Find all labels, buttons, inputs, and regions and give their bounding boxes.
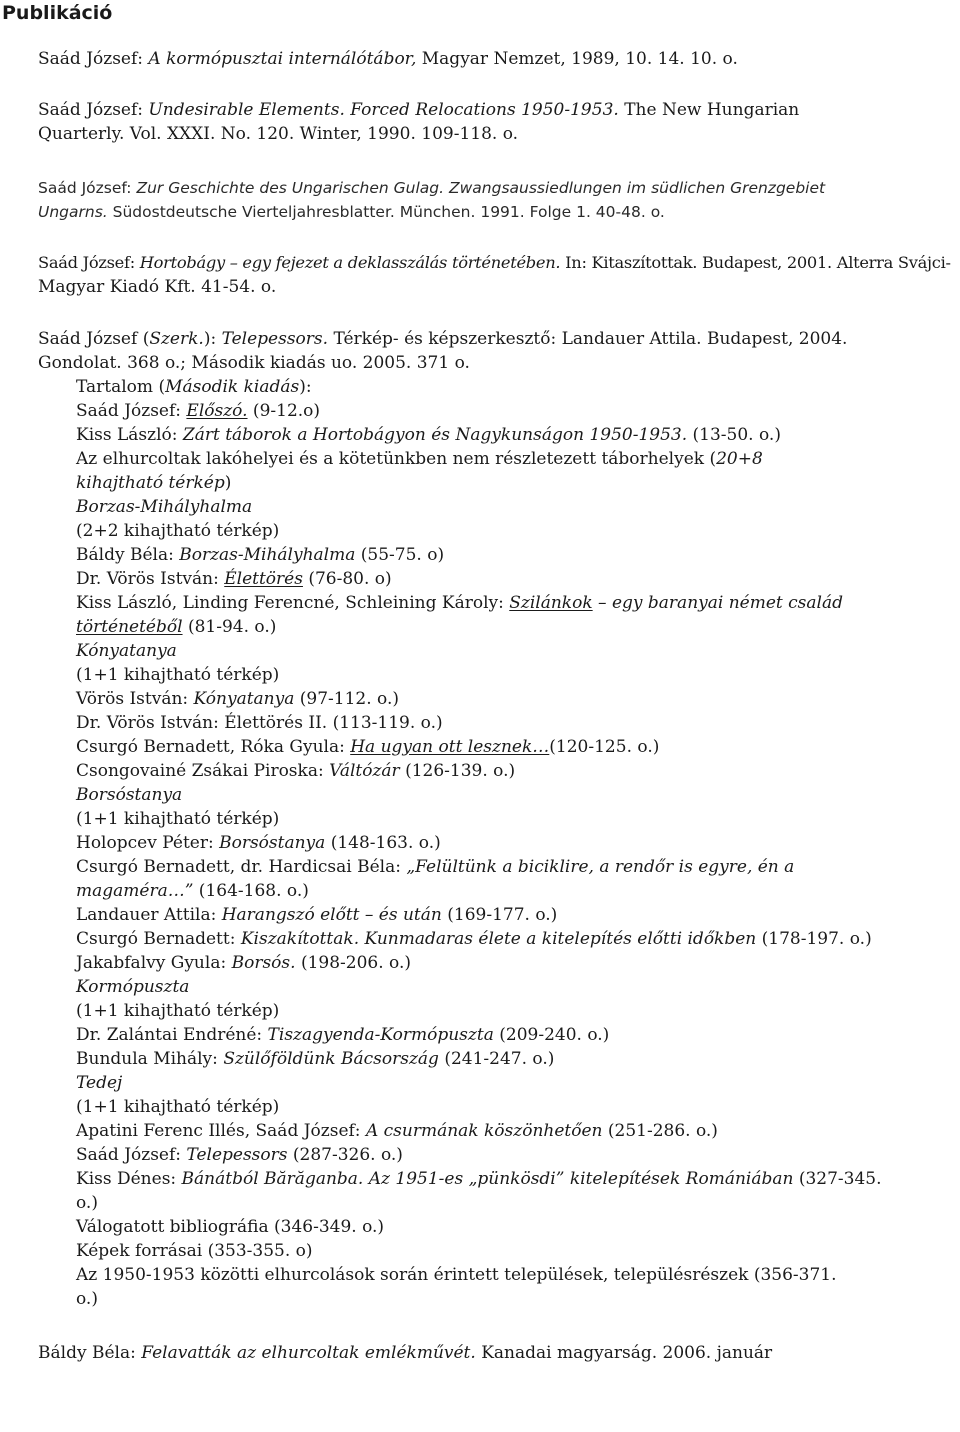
contents-entry-line <box>76 399 320 423</box>
publication-line <box>38 47 738 71</box>
contents-entry-line <box>76 1047 554 1071</box>
contents-entry-line <box>76 1143 403 1167</box>
text-run: (76-80. o) <box>302 569 392 589</box>
italic-title: Szülőföldünk Bácsország <box>223 1049 439 1069</box>
text-run: ): <box>203 329 222 349</box>
text-run: Landauer Attila: <box>76 905 222 925</box>
italic-title: kihajtható térkép <box>76 473 225 493</box>
italic-title: Zwangsaussiedlungen im südlichen Grenzgebiet <box>448 179 826 197</box>
text-run: (9-12.o) <box>247 401 321 421</box>
text-run: (178-197. o.) <box>756 929 872 949</box>
text-run: (55-75. o) <box>355 545 445 565</box>
text-run: (1+1 kihajtható térkép) <box>76 1001 280 1021</box>
underlined-title: Előszó. <box>186 401 248 421</box>
text-run: (1+1 kihajtható térkép) <box>76 1097 280 1117</box>
italic-title: Tedej <box>76 1073 123 1093</box>
contents-entry-line <box>76 519 279 543</box>
text-run: o.) <box>76 1193 98 1213</box>
publication-line <box>38 251 951 275</box>
italic-title: Második kiadás <box>165 377 300 397</box>
italic-title: Az 1951-es „pünkösdi” kitelepítések Romániában <box>368 1169 794 1189</box>
contents-entry-line <box>76 975 189 999</box>
text-run: Az 1950-1953 közötti elhurcolások során érintett települések, településrészek (356-371. <box>76 1265 837 1285</box>
italic-title: A kormópusztai internálótábor, <box>148 49 417 69</box>
text-run: o.) <box>76 1289 98 1309</box>
italic-title: Kunmadaras élete a kitelepítés előtti időkben <box>364 929 757 949</box>
text-run: ): <box>299 377 312 397</box>
text-run: Magyar Nemzet, 1989, 10. 14. 10. o. <box>416 49 738 69</box>
italic-title: Telepessors. <box>221 329 329 349</box>
contents-entry-line <box>76 639 177 663</box>
contents-entry-line <box>76 927 872 951</box>
contents-entry-line <box>76 447 763 471</box>
contents-entry-line <box>76 759 515 783</box>
text-run: Gondolat. 368 o.; Második kiadás uo. 2005. 371 o. <box>38 353 470 373</box>
italic-title: Borsóstanya <box>76 785 183 805</box>
italic-title: Harangszó előtt – és után <box>221 905 442 925</box>
contents-entry-line <box>76 615 276 639</box>
contents-entry-line <box>76 735 659 759</box>
italic-title: Zárt táborok a Hortobágyon és Nagykunságon 1950-1953. <box>182 425 688 445</box>
contents-entry-line <box>76 375 312 399</box>
italic-title: Hortobágy – egy fejezet a deklasszálás történetében. <box>139 253 561 272</box>
italic-title: Váltózár <box>329 761 400 781</box>
contents-entry-line <box>76 1071 122 1095</box>
text-run: Térkép- és képszerkesztő: Landauer Attila. Budapest, 2004. <box>328 329 848 349</box>
publication-line <box>38 1341 772 1365</box>
italic-title: – egy baranyai német család <box>592 593 843 613</box>
contents-entry-line <box>76 543 444 567</box>
text-run: Saád József: <box>38 179 137 197</box>
contents-entry-line <box>76 1023 609 1047</box>
italic-title: Ungarns. <box>38 203 108 221</box>
text-run: (1+1 kihajtható térkép) <box>76 665 280 685</box>
italic-title: Borzas-Mihályhalma <box>179 545 356 565</box>
text-run: (2+2 kihajtható térkép) <box>76 521 280 541</box>
text-run: (327-345. <box>793 1169 882 1189</box>
text-run: Báldy Béla: <box>38 1343 142 1363</box>
text-run: Saád József ( <box>38 329 150 349</box>
text-run: Tartalom ( <box>76 377 166 397</box>
contents-entry-line <box>76 711 443 735</box>
text-run: Csurgó Bernadett, Róka Gyula: <box>76 737 351 757</box>
italic-title: Kiszakítottak. <box>240 929 360 949</box>
text-run: (120-125. o.) <box>549 737 660 757</box>
text-run: Jakabfalvy Gyula: <box>76 953 232 973</box>
publication-line <box>38 200 665 224</box>
text-run: Kiss László: <box>76 425 183 445</box>
text-run: Saád József: <box>76 401 187 421</box>
italic-title: Zur Geschichte des Ungarischen Gulag. <box>136 179 445 197</box>
italic-title: Borsóstanya <box>219 833 326 853</box>
section-heading: Publikáció <box>2 2 113 24</box>
contents-entry-line <box>76 1095 279 1119</box>
text-run: (287-326. o.) <box>287 1145 403 1165</box>
text-run: Kiss László, Linding Ferencné, Schleining Károly: <box>76 593 510 613</box>
underlined-title: Szilánkok <box>509 593 593 613</box>
contents-entry-line <box>76 807 279 831</box>
italic-title: 20+8 <box>716 449 763 469</box>
contents-entry-line <box>76 1191 98 1215</box>
text-run: (164-168. o.) <box>193 881 309 901</box>
text-run: Südostdeutsche Vierteljahresblatter. München. 1991. Folge 1. 40-48. o. <box>107 203 665 221</box>
publication-line <box>38 351 470 375</box>
text-run: (81-94. o.) <box>182 617 277 637</box>
italic-title: Felavatták az elhurcoltak emlékművét. <box>141 1343 476 1363</box>
contents-entry-line <box>76 999 279 1023</box>
text-run: The New Hungarian <box>618 100 800 120</box>
text-run: (13-50. o.) <box>687 425 781 445</box>
text-run: Vörös István: <box>76 689 194 709</box>
italic-title <box>186 401 247 421</box>
text-run: Magyar Kiadó Kft. 41-54. o. <box>38 277 277 297</box>
text-run: In: Kitaszítottak. Budapest, 2001. Alterra Svájci- <box>560 253 951 272</box>
italic-title <box>350 737 549 757</box>
italic-title <box>76 617 183 637</box>
text-run: Dr. Zalántai Endréné: <box>76 1025 268 1045</box>
italic-title: Szerk. <box>149 329 204 349</box>
text-run: Kiss Dénes: <box>76 1169 182 1189</box>
text-run: (198-206. o.) <box>295 953 412 973</box>
text-run: (241-247. o.) <box>438 1049 555 1069</box>
italic-title: Bánátból Bărăganba. <box>181 1169 364 1189</box>
contents-entry-line <box>76 1287 98 1311</box>
contents-entry-line <box>76 423 781 447</box>
contents-entry-line <box>76 903 557 927</box>
publication-line <box>38 327 847 351</box>
text-run: Apatini Ferenc Illés, Saád József: <box>76 1121 366 1141</box>
text-run: Kanadai magyarság. 2006. január <box>475 1343 773 1363</box>
text-run: Saád József: <box>38 100 149 120</box>
italic-title: magaméra…” <box>76 881 194 901</box>
contents-entry-line <box>76 495 252 519</box>
contents-entry-line <box>76 951 411 975</box>
italic-title: „Felültünk a biciklire, a rendőr is egyre, én a <box>406 857 795 877</box>
underlined-title: Ha ugyan ott lesznek… <box>350 737 550 757</box>
text-run: Csongovainé Zsákai Piroska: <box>76 761 330 781</box>
contents-entry-line <box>76 1239 313 1263</box>
contents-entry-line <box>76 1167 882 1191</box>
contents-entry-line <box>76 471 231 495</box>
text-run: Dr. Vörös István: <box>76 569 225 589</box>
contents-entry-line <box>76 879 309 903</box>
text-run: Bundula Mihály: <box>76 1049 224 1069</box>
text-run: Válogatott bibliográfia (346-349. o.) <box>76 1217 385 1237</box>
italic-title: Borsós. <box>231 953 296 973</box>
text-run: Holopcev Péter: <box>76 833 220 853</box>
text-run: Saád József: <box>38 253 140 272</box>
text-run: Saád József: <box>76 1145 187 1165</box>
publication-line <box>38 275 276 299</box>
italic-title: Kónyatanya <box>76 641 177 661</box>
contents-entry-line <box>76 567 392 591</box>
contents-entry-line <box>76 591 843 615</box>
text-run: Csurgó Bernadett: <box>76 929 241 949</box>
text-run: (97-112. o.) <box>294 689 399 709</box>
contents-entry-line <box>76 831 441 855</box>
text-run: (209-240. o.) <box>493 1025 610 1045</box>
contents-entry-line <box>76 1263 837 1287</box>
text-run: Képek forrásai (353-355. o) <box>76 1241 313 1261</box>
text-run: (169-177. o.) <box>441 905 558 925</box>
text-run: (126-139. o.) <box>399 761 516 781</box>
italic-title: Telepessors <box>186 1145 288 1165</box>
publication-line <box>38 122 518 146</box>
text-run: Az elhurcoltak lakóhelyei és a kötetünkben nem részletezett táborhelyek ( <box>76 449 717 469</box>
italic-title: Kormópuszta <box>76 977 190 997</box>
contents-entry-line <box>76 687 399 711</box>
text-run: Dr. Vörös István: Élettörés II. (113-119. o.) <box>76 713 443 733</box>
text-run: Báldy Béla: <box>76 545 180 565</box>
contents-entry-line <box>76 663 279 687</box>
italic-title <box>509 593 592 613</box>
underlined-title: Élettörés <box>224 569 303 589</box>
contents-entry-line <box>76 783 182 807</box>
italic-title: A csurmának köszönhetően <box>365 1121 603 1141</box>
contents-entry-line <box>76 1215 384 1239</box>
text-run: ) <box>224 473 232 493</box>
text-run: Quarterly. Vol. XXXI. No. 120. Winter, 1990. 109-118. o. <box>38 124 519 144</box>
publication-line <box>38 98 799 122</box>
italic-title: Undesirable Elements. Forced Relocations 1950-1953. <box>148 100 619 120</box>
italic-title: Kónyatanya <box>193 689 295 709</box>
italic-title: Borzas-Mihályhalma <box>76 497 253 517</box>
italic-title <box>224 569 303 589</box>
text-run: (1+1 kihajtható térkép) <box>76 809 280 829</box>
text-run: (148-163. o.) <box>325 833 441 853</box>
underlined-title: történetéből <box>76 617 183 637</box>
italic-title: Tiszagyenda-Kormópuszta <box>267 1025 494 1045</box>
contents-entry-line <box>76 1119 718 1143</box>
contents-entry-line <box>76 855 794 879</box>
text-run: (251-286. o.) <box>602 1121 718 1141</box>
text-run: Csurgó Bernadett, dr. Hardicsai Béla: <box>76 857 407 877</box>
publication-line <box>38 176 825 200</box>
text-run: Saád József: <box>38 49 149 69</box>
